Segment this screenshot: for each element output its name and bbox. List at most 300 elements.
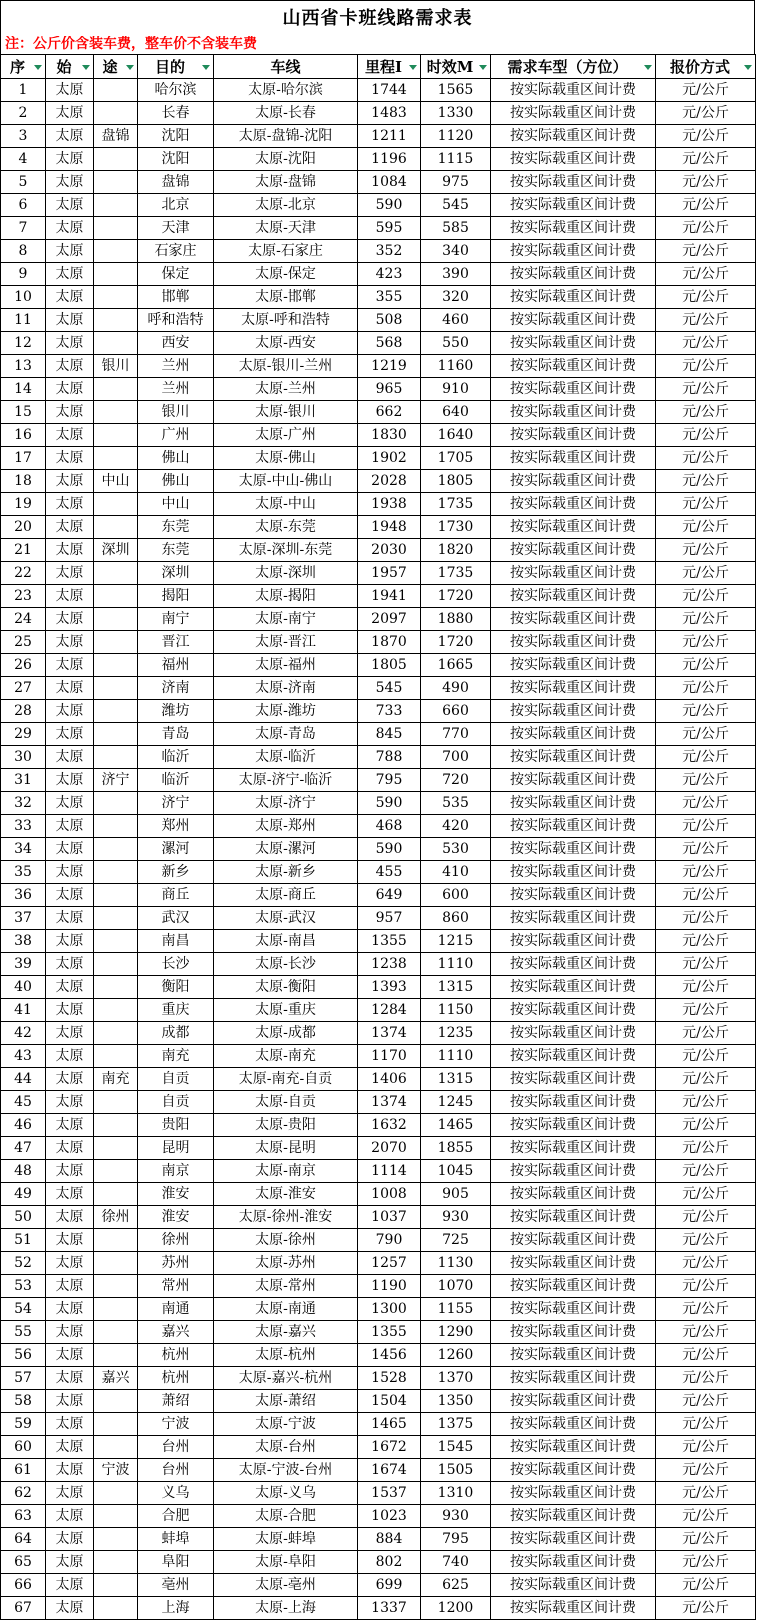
cell-vehicle-type[interactable]: 按实际载重区间计费 <box>491 723 656 746</box>
cell-distance[interactable]: 1941 <box>358 585 421 608</box>
cell-route[interactable]: 太原-晋江 <box>214 631 358 654</box>
cell-pricing[interactable]: 元/公斤 <box>656 1160 756 1183</box>
cell-destination[interactable]: 石家庄 <box>138 240 214 263</box>
cell-pricing[interactable]: 元/公斤 <box>656 332 756 355</box>
cell-origin[interactable]: 太原 <box>46 631 94 654</box>
cell-distance[interactable]: 1170 <box>358 1045 421 1068</box>
cell-pricing[interactable]: 元/公斤 <box>656 1045 756 1068</box>
cell-pricing[interactable]: 元/公斤 <box>656 1206 756 1229</box>
cell-destination[interactable]: 盘锦 <box>138 171 214 194</box>
cell-distance[interactable]: 699 <box>358 1574 421 1597</box>
cell-pricing[interactable]: 元/公斤 <box>656 861 756 884</box>
cell-duration[interactable]: 410 <box>421 861 491 884</box>
sheet-title[interactable]: 山西省卡班线路需求表 <box>0 0 755 36</box>
cell-route[interactable]: 太原-商丘 <box>214 884 358 907</box>
cell-route[interactable]: 太原-嘉兴-杭州 <box>214 1367 358 1390</box>
cell-route[interactable]: 太原-漯河 <box>214 838 358 861</box>
cell-duration[interactable]: 1505 <box>421 1459 491 1482</box>
cell-distance[interactable]: 1528 <box>358 1367 421 1390</box>
cell-duration[interactable]: 1120 <box>421 125 491 148</box>
cell-destination[interactable]: 常州 <box>138 1275 214 1298</box>
cell-distance[interactable]: 957 <box>358 907 421 930</box>
cell-no[interactable]: 34 <box>1 838 46 861</box>
cell-distance[interactable]: 1674 <box>358 1459 421 1482</box>
cell-origin[interactable]: 太原 <box>46 838 94 861</box>
cell-no[interactable]: 66 <box>1 1574 46 1597</box>
cell-origin[interactable]: 太原 <box>46 286 94 309</box>
cell-vehicle-type[interactable]: 按实际载重区间计费 <box>491 746 656 769</box>
cell-destination[interactable]: 长春 <box>138 102 214 125</box>
cell-route[interactable]: 太原-银川 <box>214 401 358 424</box>
cell-duration[interactable]: 1565 <box>421 79 491 102</box>
cell-destination[interactable]: 新乡 <box>138 861 214 884</box>
cell-no[interactable]: 18 <box>1 470 46 493</box>
cell-pricing[interactable]: 元/公斤 <box>656 1574 756 1597</box>
cell-origin[interactable]: 太原 <box>46 884 94 907</box>
cell-route[interactable]: 太原-揭阳 <box>214 585 358 608</box>
cell-via[interactable] <box>94 654 138 677</box>
cell-no[interactable]: 32 <box>1 792 46 815</box>
cell-pricing[interactable]: 元/公斤 <box>656 562 756 585</box>
cell-via[interactable] <box>94 171 138 194</box>
cell-pricing[interactable]: 元/公斤 <box>656 953 756 976</box>
cell-no[interactable]: 45 <box>1 1091 46 1114</box>
cell-pricing[interactable]: 元/公斤 <box>656 1390 756 1413</box>
cell-distance[interactable]: 1257 <box>358 1252 421 1275</box>
cell-no[interactable]: 37 <box>1 907 46 930</box>
cell-pricing[interactable]: 元/公斤 <box>656 999 756 1022</box>
cell-origin[interactable]: 太原 <box>46 1413 94 1436</box>
cell-origin[interactable]: 太原 <box>46 1551 94 1574</box>
cell-vehicle-type[interactable]: 按实际载重区间计费 <box>491 1068 656 1091</box>
cell-route[interactable]: 太原-合肥 <box>214 1505 358 1528</box>
cell-vehicle-type[interactable]: 按实际载重区间计费 <box>491 1459 656 1482</box>
cell-pricing[interactable]: 元/公斤 <box>656 1252 756 1275</box>
cell-vehicle-type[interactable]: 按实际载重区间计费 <box>491 539 656 562</box>
cell-duration[interactable]: 1545 <box>421 1436 491 1459</box>
cell-vehicle-type[interactable]: 按实际载重区间计费 <box>491 1390 656 1413</box>
cell-duration[interactable]: 1640 <box>421 424 491 447</box>
cell-destination[interactable]: 福州 <box>138 654 214 677</box>
cell-via[interactable] <box>94 1137 138 1160</box>
header-distance[interactable] <box>358 55 421 79</box>
cell-via[interactable] <box>94 378 138 401</box>
filter-dropdown-icon[interactable] <box>643 62 653 72</box>
cell-vehicle-type[interactable]: 按实际载重区间计费 <box>491 930 656 953</box>
cell-no[interactable]: 63 <box>1 1505 46 1528</box>
cell-route[interactable]: 太原-佛山 <box>214 447 358 470</box>
cell-destination[interactable]: 台州 <box>138 1436 214 1459</box>
cell-via[interactable] <box>94 1114 138 1137</box>
cell-origin[interactable]: 太原 <box>46 470 94 493</box>
cell-via[interactable]: 济宁 <box>94 769 138 792</box>
cell-pricing[interactable]: 元/公斤 <box>656 1551 756 1574</box>
cell-via[interactable]: 嘉兴 <box>94 1367 138 1390</box>
cell-distance[interactable]: 662 <box>358 401 421 424</box>
header-route[interactable] <box>214 55 358 79</box>
cell-no[interactable]: 5 <box>1 171 46 194</box>
filter-dropdown-icon[interactable] <box>743 62 753 72</box>
cell-no[interactable]: 14 <box>1 378 46 401</box>
cell-origin[interactable]: 太原 <box>46 907 94 930</box>
cell-distance[interactable]: 1355 <box>358 930 421 953</box>
cell-destination[interactable]: 兰州 <box>138 355 214 378</box>
cell-pricing[interactable]: 元/公斤 <box>656 746 756 769</box>
cell-vehicle-type[interactable]: 按实际载重区间计费 <box>491 401 656 424</box>
cell-route[interactable]: 太原-深圳 <box>214 562 358 585</box>
cell-via[interactable] <box>94 240 138 263</box>
cell-duration[interactable]: 625 <box>421 1574 491 1597</box>
cell-pricing[interactable]: 元/公斤 <box>656 1229 756 1252</box>
cell-origin[interactable]: 太原 <box>46 240 94 263</box>
cell-pricing[interactable]: 元/公斤 <box>656 125 756 148</box>
cell-route[interactable]: 太原-常州 <box>214 1275 358 1298</box>
cell-no[interactable]: 39 <box>1 953 46 976</box>
cell-distance[interactable]: 595 <box>358 217 421 240</box>
cell-no[interactable]: 28 <box>1 700 46 723</box>
cell-via[interactable] <box>94 1022 138 1045</box>
cell-pricing[interactable]: 元/公斤 <box>656 769 756 792</box>
filter-dropdown-icon[interactable] <box>408 62 418 72</box>
cell-duration[interactable]: 585 <box>421 217 491 240</box>
cell-distance[interactable]: 1196 <box>358 148 421 171</box>
cell-distance[interactable]: 1084 <box>358 171 421 194</box>
cell-destination[interactable]: 重庆 <box>138 999 214 1022</box>
cell-origin[interactable]: 太原 <box>46 355 94 378</box>
cell-origin[interactable]: 太原 <box>46 332 94 355</box>
cell-route[interactable]: 太原-邯郸 <box>214 286 358 309</box>
cell-destination[interactable]: 佛山 <box>138 447 214 470</box>
cell-destination[interactable]: 贵阳 <box>138 1114 214 1137</box>
cell-duration[interactable]: 1350 <box>421 1390 491 1413</box>
cell-origin[interactable]: 太原 <box>46 194 94 217</box>
cell-no[interactable]: 33 <box>1 815 46 838</box>
cell-route[interactable]: 太原-徐州 <box>214 1229 358 1252</box>
cell-vehicle-type[interactable]: 按实际载重区间计费 <box>491 424 656 447</box>
cell-distance[interactable]: 423 <box>358 263 421 286</box>
cell-pricing[interactable]: 元/公斤 <box>656 1068 756 1091</box>
cell-no[interactable]: 25 <box>1 631 46 654</box>
cell-origin[interactable]: 太原 <box>46 1068 94 1091</box>
cell-via[interactable] <box>94 631 138 654</box>
cell-origin[interactable]: 太原 <box>46 723 94 746</box>
cell-duration[interactable]: 1245 <box>421 1091 491 1114</box>
cell-duration[interactable]: 460 <box>421 309 491 332</box>
cell-distance[interactable]: 802 <box>358 1551 421 1574</box>
cell-pricing[interactable]: 元/公斤 <box>656 723 756 746</box>
cell-duration[interactable]: 1665 <box>421 654 491 677</box>
cell-via[interactable] <box>94 1413 138 1436</box>
cell-duration[interactable]: 725 <box>421 1229 491 1252</box>
cell-no[interactable]: 30 <box>1 746 46 769</box>
cell-origin[interactable]: 太原 <box>46 516 94 539</box>
cell-route[interactable]: 太原-南京 <box>214 1160 358 1183</box>
cell-route[interactable]: 太原-台州 <box>214 1436 358 1459</box>
cell-via[interactable] <box>94 1275 138 1298</box>
cell-destination[interactable]: 保定 <box>138 263 214 286</box>
cell-no[interactable]: 9 <box>1 263 46 286</box>
cell-duration[interactable]: 1720 <box>421 585 491 608</box>
cell-route[interactable]: 太原-昆明 <box>214 1137 358 1160</box>
cell-vehicle-type[interactable]: 按实际载重区间计费 <box>491 470 656 493</box>
cell-vehicle-type[interactable]: 按实际载重区间计费 <box>491 240 656 263</box>
cell-distance[interactable]: 790 <box>358 1229 421 1252</box>
cell-no[interactable]: 53 <box>1 1275 46 1298</box>
cell-distance[interactable]: 1938 <box>358 493 421 516</box>
cell-pricing[interactable]: 元/公斤 <box>656 884 756 907</box>
cell-pricing[interactable]: 元/公斤 <box>656 700 756 723</box>
cell-origin[interactable]: 太原 <box>46 1114 94 1137</box>
cell-via[interactable] <box>94 815 138 838</box>
cell-pricing[interactable]: 元/公斤 <box>656 1275 756 1298</box>
cell-no[interactable]: 36 <box>1 884 46 907</box>
cell-route[interactable]: 太原-中山 <box>214 493 358 516</box>
cell-vehicle-type[interactable]: 按实际载重区间计费 <box>491 1482 656 1505</box>
cell-duration[interactable]: 640 <box>421 401 491 424</box>
cell-vehicle-type[interactable]: 按实际载重区间计费 <box>491 516 656 539</box>
cell-duration[interactable]: 795 <box>421 1528 491 1551</box>
cell-pricing[interactable]: 元/公斤 <box>656 1459 756 1482</box>
cell-origin[interactable]: 太原 <box>46 539 94 562</box>
cell-route[interactable]: 太原-长沙 <box>214 953 358 976</box>
cell-vehicle-type[interactable]: 按实际载重区间计费 <box>491 631 656 654</box>
cell-destination[interactable]: 揭阳 <box>138 585 214 608</box>
cell-distance[interactable]: 1902 <box>358 447 421 470</box>
cell-vehicle-type[interactable]: 按实际载重区间计费 <box>491 907 656 930</box>
cell-route[interactable]: 太原-南昌 <box>214 930 358 953</box>
cell-origin[interactable]: 太原 <box>46 930 94 953</box>
cell-via[interactable] <box>94 976 138 999</box>
cell-distance[interactable]: 1300 <box>358 1298 421 1321</box>
cell-duration[interactable]: 660 <box>421 700 491 723</box>
cell-route[interactable]: 太原-阜阳 <box>214 1551 358 1574</box>
cell-origin[interactable]: 太原 <box>46 654 94 677</box>
cell-duration[interactable]: 930 <box>421 1206 491 1229</box>
header-duration[interactable] <box>421 55 491 79</box>
cell-distance[interactable]: 1406 <box>358 1068 421 1091</box>
cell-via[interactable] <box>94 677 138 700</box>
cell-via[interactable] <box>94 148 138 171</box>
cell-pricing[interactable]: 元/公斤 <box>656 677 756 700</box>
cell-pricing[interactable]: 元/公斤 <box>656 1528 756 1551</box>
cell-route[interactable]: 太原-宁波 <box>214 1413 358 1436</box>
cell-via[interactable]: 宁波 <box>94 1459 138 1482</box>
cell-no[interactable]: 15 <box>1 401 46 424</box>
cell-destination[interactable]: 漯河 <box>138 838 214 861</box>
cell-no[interactable]: 29 <box>1 723 46 746</box>
cell-vehicle-type[interactable]: 按实际载重区间计费 <box>491 1505 656 1528</box>
cell-no[interactable]: 1 <box>1 79 46 102</box>
cell-vehicle-type[interactable]: 按实际载重区间计费 <box>491 677 656 700</box>
cell-destination[interactable]: 上海 <box>138 1597 214 1620</box>
filter-dropdown-icon[interactable] <box>81 62 91 72</box>
cell-origin[interactable]: 太原 <box>46 1597 94 1620</box>
cell-pricing[interactable]: 元/公斤 <box>656 1344 756 1367</box>
cell-duration[interactable]: 600 <box>421 884 491 907</box>
cell-destination[interactable]: 成都 <box>138 1022 214 1045</box>
cell-origin[interactable]: 太原 <box>46 1321 94 1344</box>
cell-no[interactable]: 47 <box>1 1137 46 1160</box>
cell-origin[interactable]: 太原 <box>46 700 94 723</box>
cell-origin[interactable]: 太原 <box>46 1252 94 1275</box>
cell-via[interactable] <box>94 1183 138 1206</box>
cell-via[interactable] <box>94 1436 138 1459</box>
cell-via[interactable] <box>94 907 138 930</box>
cell-vehicle-type[interactable]: 按实际载重区间计费 <box>491 1275 656 1298</box>
cell-origin[interactable]: 太原 <box>46 1275 94 1298</box>
pricing-note[interactable]: 注：公斤价含装车费，整车价不含装车费 <box>0 36 755 54</box>
cell-pricing[interactable]: 元/公斤 <box>656 263 756 286</box>
cell-via[interactable]: 中山 <box>94 470 138 493</box>
cell-distance[interactable]: 649 <box>358 884 421 907</box>
cell-duration[interactable]: 1235 <box>421 1022 491 1045</box>
cell-duration[interactable]: 910 <box>421 378 491 401</box>
cell-destination[interactable]: 东莞 <box>138 539 214 562</box>
cell-via[interactable] <box>94 1045 138 1068</box>
cell-via[interactable] <box>94 79 138 102</box>
cell-no[interactable]: 19 <box>1 493 46 516</box>
cell-via[interactable] <box>94 1298 138 1321</box>
cell-route[interactable]: 太原-兰州 <box>214 378 358 401</box>
cell-duration[interactable]: 1465 <box>421 1114 491 1137</box>
cell-distance[interactable]: 1830 <box>358 424 421 447</box>
cell-destination[interactable]: 南通 <box>138 1298 214 1321</box>
cell-duration[interactable]: 1200 <box>421 1597 491 1620</box>
cell-no[interactable]: 31 <box>1 769 46 792</box>
cell-destination[interactable]: 淮安 <box>138 1206 214 1229</box>
filter-dropdown-icon[interactable] <box>201 62 211 72</box>
cell-destination[interactable]: 济南 <box>138 677 214 700</box>
cell-origin[interactable]: 太原 <box>46 1528 94 1551</box>
cell-duration[interactable]: 550 <box>421 332 491 355</box>
cell-duration[interactable]: 1110 <box>421 953 491 976</box>
cell-distance[interactable]: 1374 <box>358 1022 421 1045</box>
cell-pricing[interactable]: 元/公斤 <box>656 516 756 539</box>
cell-via[interactable]: 南充 <box>94 1068 138 1091</box>
cell-pricing[interactable]: 元/公斤 <box>656 1183 756 1206</box>
cell-no[interactable]: 65 <box>1 1551 46 1574</box>
cell-destination[interactable]: 自贡 <box>138 1068 214 1091</box>
cell-via[interactable] <box>94 1344 138 1367</box>
cell-vehicle-type[interactable]: 按实际载重区间计费 <box>491 1022 656 1045</box>
cell-destination[interactable]: 南充 <box>138 1045 214 1068</box>
cell-origin[interactable]: 太原 <box>46 1206 94 1229</box>
cell-route[interactable]: 太原-衡阳 <box>214 976 358 999</box>
cell-destination[interactable]: 潍坊 <box>138 700 214 723</box>
cell-route[interactable]: 太原-徐州-淮安 <box>214 1206 358 1229</box>
cell-no[interactable]: 55 <box>1 1321 46 1344</box>
cell-via[interactable] <box>94 700 138 723</box>
cell-pricing[interactable]: 元/公斤 <box>656 148 756 171</box>
cell-via[interactable]: 深圳 <box>94 539 138 562</box>
cell-destination[interactable]: 临沂 <box>138 746 214 769</box>
cell-origin[interactable]: 太原 <box>46 79 94 102</box>
cell-distance[interactable]: 1023 <box>358 1505 421 1528</box>
cell-route[interactable]: 太原-济宁 <box>214 792 358 815</box>
cell-destination[interactable]: 呼和浩特 <box>138 309 214 332</box>
cell-origin[interactable]: 太原 <box>46 608 94 631</box>
cell-origin[interactable]: 太原 <box>46 1390 94 1413</box>
cell-pricing[interactable]: 元/公斤 <box>656 1482 756 1505</box>
cell-vehicle-type[interactable]: 按实际载重区间计费 <box>491 700 656 723</box>
cell-destination[interactable]: 阜阳 <box>138 1551 214 1574</box>
cell-origin[interactable]: 太原 <box>46 815 94 838</box>
cell-origin[interactable]: 太原 <box>46 861 94 884</box>
cell-route[interactable]: 太原-嘉兴 <box>214 1321 358 1344</box>
cell-via[interactable] <box>94 493 138 516</box>
cell-pricing[interactable]: 元/公斤 <box>656 378 756 401</box>
header-pricing[interactable] <box>656 55 756 79</box>
header-destination[interactable] <box>138 55 214 79</box>
cell-via[interactable] <box>94 102 138 125</box>
cell-route[interactable]: 太原-新乡 <box>214 861 358 884</box>
cell-destination[interactable]: 济宁 <box>138 792 214 815</box>
cell-via[interactable] <box>94 424 138 447</box>
cell-destination[interactable]: 杭州 <box>138 1367 214 1390</box>
cell-origin[interactable]: 太原 <box>46 1574 94 1597</box>
cell-no[interactable]: 8 <box>1 240 46 263</box>
cell-pricing[interactable]: 元/公斤 <box>656 1137 756 1160</box>
cell-distance[interactable]: 1456 <box>358 1344 421 1367</box>
cell-no[interactable]: 13 <box>1 355 46 378</box>
cell-via[interactable] <box>94 999 138 1022</box>
cell-distance[interactable]: 1805 <box>358 654 421 677</box>
cell-via[interactable] <box>94 1528 138 1551</box>
cell-distance[interactable]: 455 <box>358 861 421 884</box>
cell-origin[interactable]: 太原 <box>46 1436 94 1459</box>
cell-vehicle-type[interactable]: 按实际载重区间计费 <box>491 309 656 332</box>
cell-duration[interactable]: 1115 <box>421 148 491 171</box>
cell-distance[interactable]: 965 <box>358 378 421 401</box>
cell-duration[interactable]: 1370 <box>421 1367 491 1390</box>
cell-destination[interactable]: 淮安 <box>138 1183 214 1206</box>
cell-vehicle-type[interactable]: 按实际载重区间计费 <box>491 838 656 861</box>
cell-destination[interactable]: 西安 <box>138 332 214 355</box>
cell-destination[interactable]: 衡阳 <box>138 976 214 999</box>
cell-destination[interactable]: 合肥 <box>138 1505 214 1528</box>
cell-vehicle-type[interactable]: 按实际载重区间计费 <box>491 953 656 976</box>
cell-duration[interactable]: 700 <box>421 746 491 769</box>
cell-pricing[interactable]: 元/公斤 <box>656 194 756 217</box>
cell-via[interactable] <box>94 1482 138 1505</box>
cell-route[interactable]: 太原-济南 <box>214 677 358 700</box>
cell-distance[interactable]: 2070 <box>358 1137 421 1160</box>
cell-no[interactable]: 59 <box>1 1413 46 1436</box>
cell-via[interactable] <box>94 930 138 953</box>
cell-destination[interactable]: 南京 <box>138 1160 214 1183</box>
cell-distance[interactable]: 1114 <box>358 1160 421 1183</box>
cell-no[interactable]: 60 <box>1 1436 46 1459</box>
cell-vehicle-type[interactable]: 按实际载重区间计费 <box>491 999 656 1022</box>
cell-vehicle-type[interactable]: 按实际载重区间计费 <box>491 1528 656 1551</box>
cell-origin[interactable]: 太原 <box>46 976 94 999</box>
cell-destination[interactable]: 嘉兴 <box>138 1321 214 1344</box>
cell-via[interactable] <box>94 332 138 355</box>
cell-no[interactable]: 51 <box>1 1229 46 1252</box>
cell-destination[interactable]: 北京 <box>138 194 214 217</box>
cell-duration[interactable]: 1705 <box>421 447 491 470</box>
cell-no[interactable]: 26 <box>1 654 46 677</box>
cell-distance[interactable]: 1948 <box>358 516 421 539</box>
cell-pricing[interactable]: 元/公斤 <box>656 838 756 861</box>
cell-via[interactable] <box>94 723 138 746</box>
cell-origin[interactable]: 太原 <box>46 1344 94 1367</box>
cell-duration[interactable]: 1160 <box>421 355 491 378</box>
cell-route[interactable]: 太原-杭州 <box>214 1344 358 1367</box>
cell-route[interactable]: 太原-哈尔滨 <box>214 79 358 102</box>
cell-via[interactable] <box>94 1091 138 1114</box>
cell-origin[interactable]: 太原 <box>46 1459 94 1482</box>
